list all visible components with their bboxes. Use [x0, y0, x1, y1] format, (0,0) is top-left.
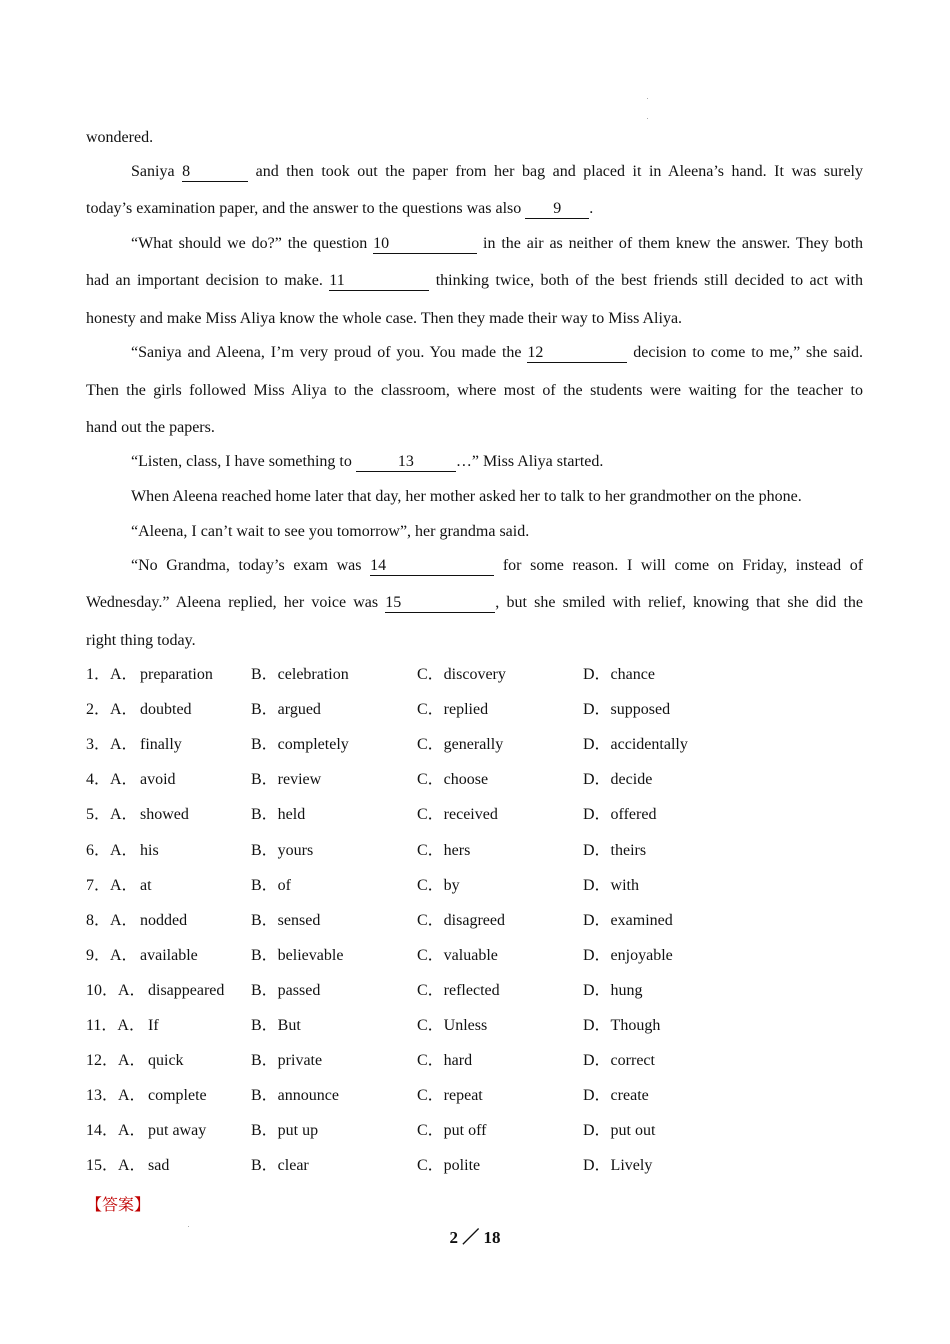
option-a[interactable]: showed — [140, 806, 189, 824]
text: wondered. — [86, 129, 154, 146]
option-c[interactable]: C．Unless — [417, 1017, 488, 1034]
text: thinking twice, both of the best friends still decided to act with — [435, 272, 864, 289]
question-row — [86, 770, 863, 790]
question-number: 5．A． — [86, 806, 138, 824]
option-d[interactable]: D．Lively — [583, 1157, 653, 1175]
text: When Aleena reached home later that day, her mother asked her to talk to her grandmother on the phone. — [131, 488, 802, 505]
option-a[interactable]: quick — [148, 1052, 184, 1070]
option-b[interactable]: B．private — [251, 1052, 323, 1070]
text: …” Miss Aliya started. — [455, 453, 604, 470]
option-b[interactable]: B．believable — [251, 946, 344, 964]
option-a[interactable]: If — [148, 1017, 159, 1034]
option-c[interactable]: C．generally — [417, 736, 504, 754]
option-c[interactable]: C．polite — [417, 1157, 481, 1175]
question-row — [86, 911, 863, 931]
option-d[interactable]: D．accidentally — [583, 736, 688, 754]
option-b[interactable]: B．announce — [251, 1087, 339, 1105]
option-d[interactable]: D．hung — [583, 981, 643, 999]
option-b[interactable]: B．of — [251, 876, 292, 894]
question-row — [86, 700, 863, 720]
option-a[interactable]: put away — [148, 1122, 207, 1140]
text: right thing today. — [86, 632, 196, 649]
passage-line — [86, 199, 863, 219]
blank-8[interactable]: 8 — [182, 163, 248, 182]
option-b[interactable]: B．passed — [251, 981, 321, 999]
question-row — [86, 805, 863, 825]
option-a[interactable]: disappeared — [148, 981, 225, 999]
question-number: 11．A． — [86, 1017, 145, 1034]
blank-12[interactable]: 12 — [527, 344, 627, 363]
option-c[interactable]: C．hard — [417, 1052, 473, 1070]
text: “What should we do?” the question — [131, 235, 368, 252]
question-number: 14．A． — [86, 1122, 146, 1140]
passage-line — [86, 128, 863, 148]
passage-line — [86, 631, 863, 651]
text: Saniya — [131, 163, 175, 180]
option-d[interactable]: D．chance — [583, 666, 655, 683]
question-row — [86, 1016, 863, 1036]
option-d[interactable]: D．create — [583, 1087, 649, 1105]
option-c[interactable]: C．by — [417, 876, 460, 894]
option-a[interactable]: preparation — [140, 666, 213, 683]
option-a[interactable]: his — [140, 841, 159, 859]
blank-9[interactable]: 9 — [525, 200, 589, 219]
text: in the air as neither of them knew the answer. They both — [483, 235, 864, 252]
question-row — [86, 841, 863, 861]
text: decision to come to me,” she said. — [633, 344, 863, 361]
option-c[interactable]: C．received — [417, 806, 498, 824]
scan-dot — [647, 118, 648, 119]
option-b[interactable]: B．yours — [251, 841, 314, 859]
page-number: 2 ／ 18 — [449, 1228, 501, 1247]
passage-line — [86, 309, 863, 329]
text: Wednesday.” Aleena replied, her voice was — [86, 594, 379, 611]
option-c[interactable]: C．valuable — [417, 946, 498, 964]
question-row — [86, 946, 863, 966]
passage-line — [86, 593, 863, 613]
option-d[interactable]: D．enjoyable — [583, 946, 673, 964]
blank-11[interactable]: 11 — [329, 272, 429, 291]
text: hand out the papers. — [86, 419, 215, 436]
option-b[interactable]: B．argued — [251, 701, 321, 719]
option-d[interactable]: D．put out — [583, 1122, 656, 1140]
option-a[interactable]: available — [140, 946, 198, 964]
text: for some reason. I will come on Friday, instead of — [502, 557, 864, 574]
option-c[interactable]: C．reflected — [417, 981, 500, 999]
option-c[interactable]: C．repeat — [417, 1087, 483, 1105]
text: “Aleena, I can’t wait to see you tomorrow”, her grandma said. — [131, 523, 530, 540]
text: “Listen, class, I have something to — [131, 453, 352, 470]
passage-line — [86, 271, 863, 291]
option-c[interactable]: C．choose — [417, 771, 489, 789]
question-number: 3．A． — [86, 736, 138, 754]
option-a[interactable]: nodded — [140, 911, 188, 929]
question-number: 12．A． — [86, 1052, 146, 1070]
option-d[interactable]: D．supposed — [583, 701, 671, 719]
question-number: 13．A． — [86, 1087, 146, 1105]
text: today’s examination paper, and the answer to the questions was also — [86, 200, 522, 217]
option-d[interactable]: D．theirs — [583, 841, 647, 859]
text: “No Grandma, today’s exam was — [131, 557, 362, 574]
scan-dot — [647, 98, 648, 99]
passage-line — [131, 556, 863, 576]
option-b[interactable]: B．clear — [251, 1157, 309, 1175]
question-number: 7．A． — [86, 876, 138, 894]
question-number: 10．A． — [86, 981, 146, 999]
option-a[interactable]: finally — [140, 736, 182, 754]
option-c[interactable]: C．discovery — [417, 666, 506, 683]
question-row — [86, 1121, 863, 1141]
text: Then the girls followed Miss Aliya to the classroom, where most of the students were waiting for the teacher to — [86, 382, 863, 399]
text: honesty and make Miss Aliya know the whole case. Then they made their way to Miss Aliya. — [86, 310, 683, 327]
blank-14[interactable]: 14 — [370, 557, 494, 576]
passage-line — [86, 381, 863, 401]
passage-line — [86, 418, 863, 438]
option-d[interactable]: D．correct — [583, 1052, 655, 1070]
text: “Saniya and Aleena, I’m very proud of you. You made the — [131, 344, 522, 361]
question-row — [86, 876, 863, 896]
option-c[interactable]: C．disagreed — [417, 911, 505, 929]
option-a[interactable]: sad — [148, 1157, 170, 1175]
passage-line — [131, 343, 863, 363]
question-number: 1．A． — [86, 666, 138, 683]
question-row — [86, 1051, 863, 1071]
passage-line — [131, 487, 863, 507]
option-b[interactable]: B．review — [251, 771, 322, 789]
option-d[interactable]: D．with — [583, 876, 640, 894]
question-number: 4．A． — [86, 771, 138, 789]
option-b[interactable]: B．completely — [251, 736, 349, 754]
option-a[interactable]: avoid — [140, 771, 176, 789]
blank-10[interactable]: 10 — [373, 235, 477, 254]
option-b[interactable]: B．held — [251, 806, 306, 824]
question-number: 2．A． — [86, 701, 138, 719]
text: , but she smiled with relief, knowing that she did the — [495, 594, 864, 611]
question-number: 15．A． — [86, 1157, 146, 1175]
blank-15[interactable]: 15 — [385, 594, 495, 613]
text: and then took out the paper from her bag and placed it in Aleena’s hand. It was surely — [255, 163, 864, 180]
option-d[interactable]: D．decide — [583, 771, 653, 789]
option-a[interactable]: doubted — [140, 701, 192, 719]
answer-label: 【答案】 — [86, 1197, 151, 1214]
question-row — [86, 1156, 863, 1176]
option-b[interactable]: B．sensed — [251, 911, 321, 929]
question-row — [86, 1086, 863, 1106]
passage-line — [131, 162, 863, 182]
text: . — [589, 200, 594, 217]
question-row — [86, 665, 863, 685]
passage-line — [131, 234, 863, 254]
option-d[interactable]: D．examined — [583, 911, 673, 929]
question-row — [86, 981, 863, 1001]
option-b[interactable]: B．put up — [251, 1122, 319, 1140]
question-number: 8．A． — [86, 911, 138, 929]
option-d[interactable]: D．offered — [583, 806, 657, 824]
option-c[interactable]: C．hers — [417, 841, 471, 859]
option-b[interactable]: B．But — [251, 1017, 301, 1034]
option-c[interactable]: C．replied — [417, 701, 489, 719]
option-c[interactable]: C．put off — [417, 1122, 487, 1140]
text: had an important decision to make. — [86, 272, 323, 289]
blank-13[interactable]: 13 — [356, 453, 456, 472]
option-d[interactable]: D．Though — [583, 1017, 661, 1034]
question-number: 6．A． — [86, 841, 138, 859]
question-number: 9．A． — [86, 946, 138, 964]
passage-line — [131, 522, 863, 542]
option-a[interactable]: complete — [148, 1087, 207, 1105]
passage-line — [131, 452, 863, 472]
option-a[interactable]: at — [140, 876, 152, 894]
option-b[interactable]: B．celebration — [251, 666, 349, 683]
question-row — [86, 735, 863, 755]
